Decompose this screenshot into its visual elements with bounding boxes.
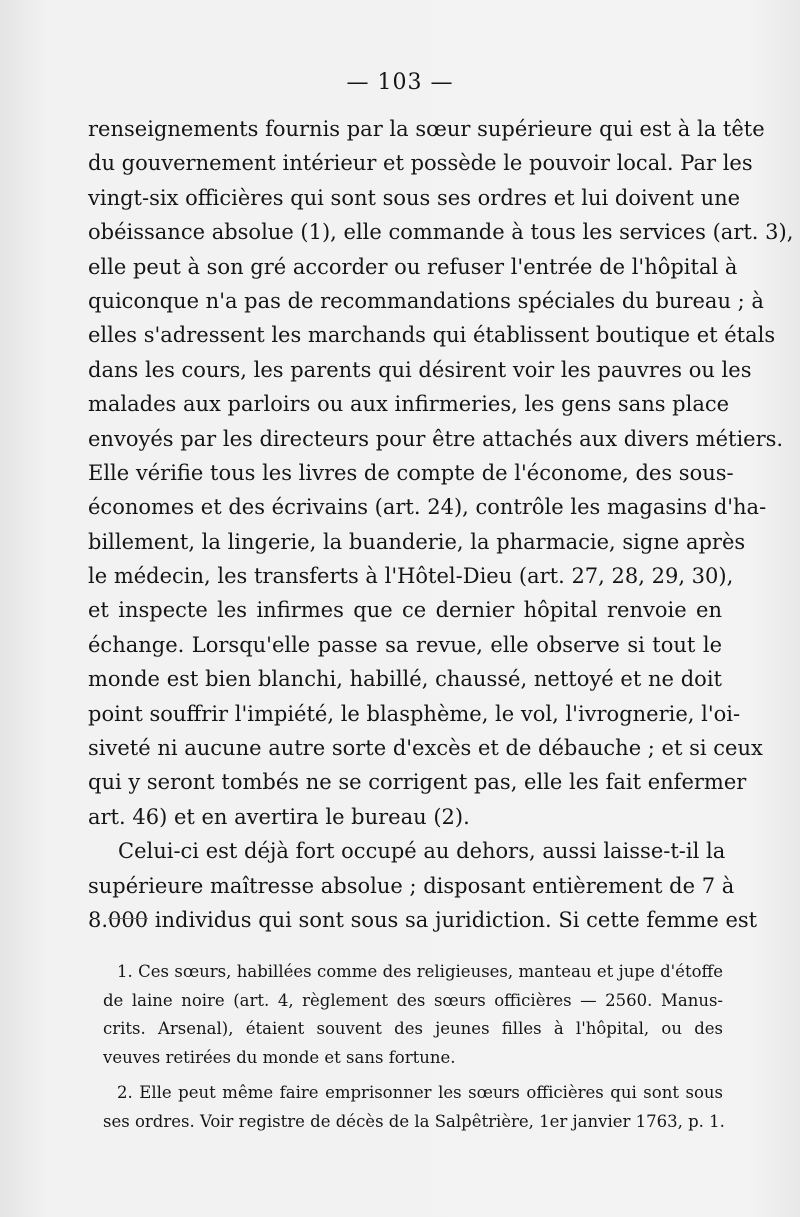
- body-line: envoyés par les directeurs pour être attachés aux divers métiers.: [88, 426, 784, 451]
- footnote-1-line: 1. Ces sœurs, habillées comme des religieuses, manteau et jupe d'étoffe: [117, 962, 723, 981]
- body-line: supérieure maîtresse absolue ; disposant entièrement de 7 à: [88, 873, 735, 898]
- footnote-2-line: ses ordres. Voir registre de décès de la Salpêtrière, 1er janvier 1763, p. 1.: [103, 1111, 725, 1131]
- body-line-paragraph-start: Celui-ci est déjà fort occupé au dehors, aussi laisse-t-il la: [118, 839, 726, 864]
- footnote-2-line: 2. Elle peut même faire emprisonner les sœurs officières qui sont sous: [117, 1083, 723, 1102]
- body-line: siveté ni aucune autre sorte d'excès et de débauche ; et si ceux: [88, 736, 763, 761]
- footnote-1-line: veuves retirées du monde et sans fortune.: [103, 1047, 456, 1067]
- body-line: échange. Lorsqu'elle passe sa revue, elle observe si tout le: [88, 632, 722, 657]
- body-line: le médecin, les transferts à l'Hôtel-Dieu (art. 27, 28, 29, 30),: [88, 564, 734, 589]
- body-line: 8.000 individus qui sont sous sa juridiction. Si cette femme est: [88, 907, 758, 932]
- body-line: elle peut à son gré accorder ou refuser l'entrée de l'hôpital à: [88, 254, 738, 279]
- body-line: du gouvernement intérieur et possède le pouvoir local. Par les: [88, 151, 753, 176]
- footnote-1-line: crits. Arsenal), étaient souvent des jeunes filles à l'hôpital, ou des: [103, 1019, 723, 1038]
- body-line: Elle vérifie tous les livres de compte de l'économe, des sous-: [88, 460, 734, 485]
- body-line: vingt-six officières qui sont sous ses ordres et lui doivent une: [88, 185, 741, 210]
- body-line: monde est bien blanchi, habillé, chaussé, nettoyé et ne doit: [88, 667, 722, 692]
- body-line: billement, la lingerie, la buanderie, la pharmacie, signe après: [88, 529, 746, 554]
- body-line: quiconque n'a pas de recommandations spéciales du bureau ; à: [88, 288, 764, 313]
- body-line: économes et des écrivains (art. 24), contrôle les magasins d'ha-: [88, 495, 767, 520]
- footnote-gap: [103, 1072, 723, 1079]
- footnote-1-line: de laine noire (art. 4, règlement des sœurs officières — 2560. Manus-: [103, 990, 723, 1010]
- body-line-paragraph-end: art. 46) et en avertira le bureau (2).: [88, 804, 470, 829]
- body-line: point souffrir l'impiété, le blasphème, le vol, l'ivrognerie, l'oi-: [88, 701, 741, 726]
- footnotes: [103, 958, 723, 1136]
- body-line: obéissance absolue (1), elle commande à tous les services (art. 3),: [88, 220, 794, 245]
- body-line: dans les cours, les parents qui désirent voir les pauvres ou les: [88, 357, 752, 382]
- body-line: qui y seront tombés ne se corrigent pas, elle les fait enfermer: [88, 770, 747, 795]
- body-text: [88, 112, 794, 937]
- body-line: elles s'adressent les marchands qui établissent boutique et étals: [88, 323, 776, 348]
- body-line: et inspecte les infirmes que ce dernier hôpital renvoie en: [88, 598, 722, 623]
- page-number: — 103 —: [346, 70, 454, 95]
- footnote-separator: [108, 918, 148, 919]
- body-line: renseignements fournis par la sœur supérieure qui est à la tête: [88, 117, 765, 141]
- body-line: malades aux parloirs ou aux infirmeries, les gens sans place: [88, 392, 730, 417]
